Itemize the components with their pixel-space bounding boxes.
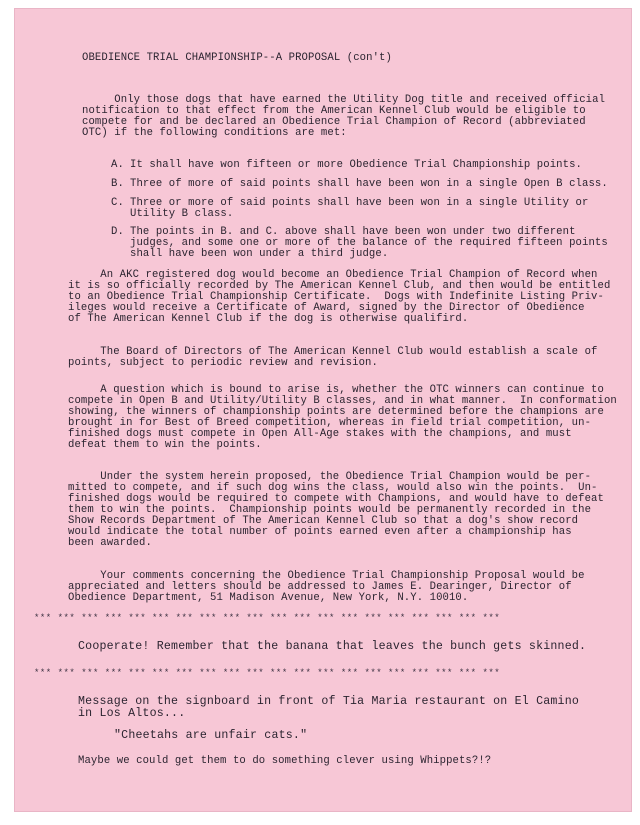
text-line: been awarded. <box>68 537 152 549</box>
text-line: them to win the points. Championship points would be permanently recorded in the <box>68 504 592 516</box>
text-line: Message on the signboard in front of Tia Maria restaurant on El Camino <box>78 695 580 708</box>
condition-text: It shall have won fifteen or more Obedience Trial Championship points. <box>130 159 583 171</box>
condition-text: The points in B. and C. above shall have been won under two different <box>130 226 576 238</box>
text-line: compete in Open B and Utility/Utility B classes, and in what manner. In conformation <box>68 395 617 407</box>
text-line: in Los Altos... <box>78 707 186 720</box>
text-line: compete for and be declared an Obedience Trial Champion of Record (abbreviated <box>82 116 586 128</box>
text-line: defeat them to win the points. <box>68 439 262 451</box>
text-line: Your comments concerning the Obedience Trial Championship Proposal would be <box>68 570 585 582</box>
condition-letter: D. <box>111 226 124 238</box>
text-line: mitted to compete, and if such dog wins the class, would also win the points. Un- <box>68 482 598 494</box>
text-line: finished dogs must compete in Open All-Age stakes with the champions, and must <box>68 428 572 440</box>
text-line: brought in for Best of Breed competition, whereas in field trial competition, un- <box>68 417 592 429</box>
text-line: to an Obedience Trial Championship Certificate. Dogs with Indefinite Listing Priv- <box>68 291 604 303</box>
condition-text: shall have been won under a third judge. <box>130 248 389 260</box>
text-line: Only those dogs that have earned the Utility Dog title and received official <box>82 94 606 106</box>
text-line: it is so officially recorded by The American Kennel Club, and then would be entitled <box>68 280 611 292</box>
text-line: Show Records Department of The American Kennel Club so that a dog's show record <box>68 515 579 527</box>
condition-letter: C. <box>111 197 124 209</box>
condition-text: judges, and some one or more of the balance of the required fifteen points <box>130 237 608 249</box>
condition-text: Utility B class. <box>130 208 234 220</box>
text-line: The Board of Directors of The American Kennel Club would establish a scale of <box>68 346 598 358</box>
text-line: appreciated and letters should be addressed to James E. Dearinger, Director of <box>68 581 572 593</box>
star-separator: *** *** *** *** *** *** *** *** *** *** *** *** *** *** *** *** *** *** *** *** <box>34 613 501 623</box>
condition-text: Three or more of said points shall have been won in a single Utility or <box>130 197 589 209</box>
condition-letter: B. <box>111 178 124 190</box>
cheetah-quote: "Cheetahs are unfair cats." <box>114 729 308 742</box>
text-line: ileges would receive a Certificate of Award, signed by the Director of Obedience <box>68 302 585 314</box>
text-line: of The American Kennel Club if the dog is otherwise qualifird. <box>68 313 469 325</box>
text-line: OTC) if the following conditions are met: <box>82 127 347 139</box>
text-line: finished dogs would be required to compete with Champions, and would have to defeat <box>68 493 604 505</box>
star-separator: *** *** *** *** *** *** *** *** *** *** *** *** *** *** *** *** *** *** *** *** <box>34 668 501 678</box>
condition-letter: A. <box>111 159 124 171</box>
document-heading: OBEDIENCE TRIAL CHAMPIONSHIP--A PROPOSAL (con't) <box>82 52 392 64</box>
document-page <box>14 8 632 812</box>
text-line: points, subject to periodic review and revision. <box>68 357 378 369</box>
text-line: A question which is bound to arise is, whether the OTC winners can continue to <box>68 384 604 396</box>
condition-text: Three of more of said points shall have been won in a single Open B class. <box>130 178 608 190</box>
text-line: showing, the winners of championship points are determined before the champions are <box>68 406 604 418</box>
text-line: Obedience Department, 51 Madison Avenue, New York, N.Y. 10010. <box>68 592 469 604</box>
text-line: notification to that effect from the American Kennel Club would be eligible to <box>82 105 586 117</box>
text-line: An AKC registered dog would become an Obedience Trial Champion of Record when <box>68 269 598 281</box>
text-line: would indicate the total number of points earned even after a championship has <box>68 526 572 538</box>
closing-line: Maybe we could get them to do something clever using Whippets?!? <box>78 755 492 767</box>
text-line: Under the system herein proposed, the Obedience Trial Champion would be per- <box>68 471 592 483</box>
cooperate-line: Cooperate! Remember that the banana that leaves the bunch gets skinned. <box>78 640 587 653</box>
